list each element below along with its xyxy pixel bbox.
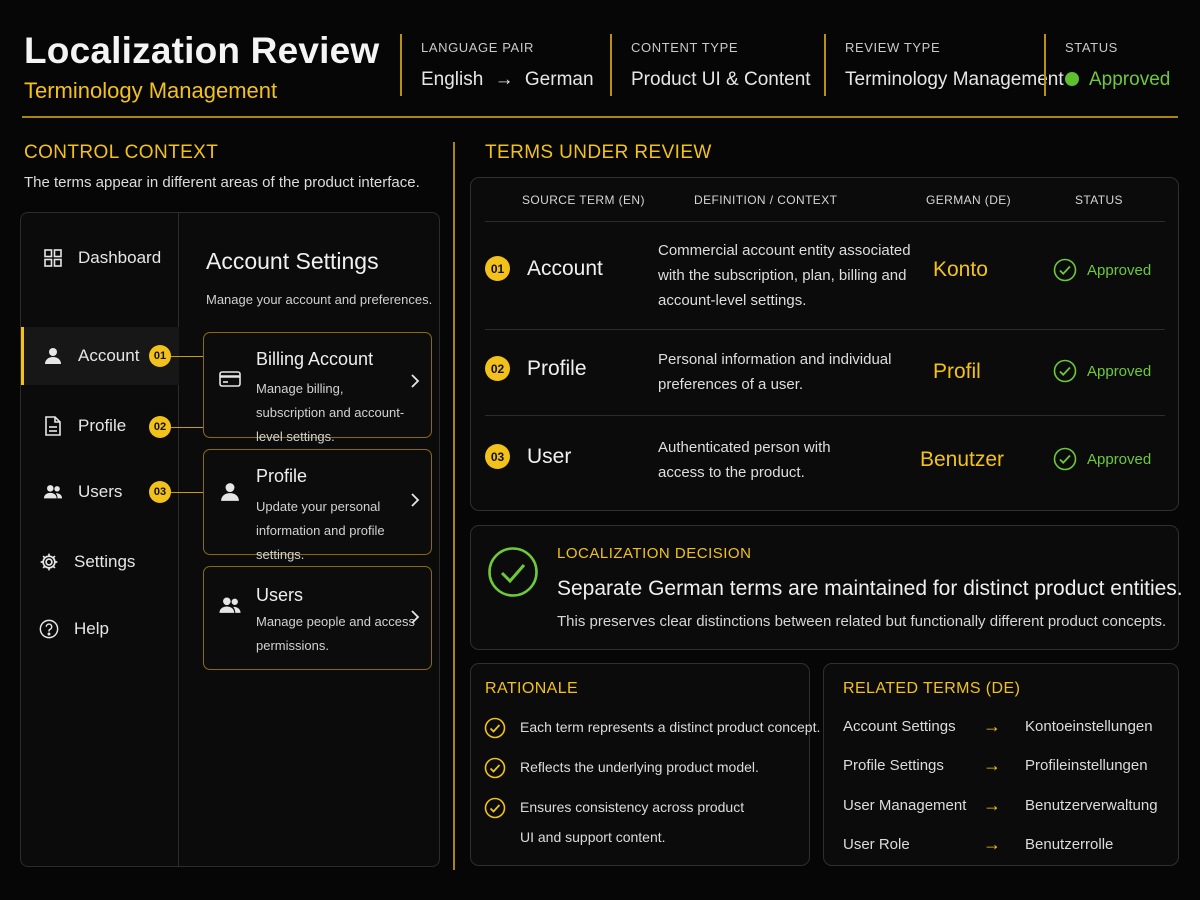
arrow-right-icon: → <box>983 716 1001 736</box>
rationale-text: Ensures consistency across product UI and support content. <box>520 799 745 845</box>
german-term: Benutzer <box>920 448 1005 471</box>
rationale-item <box>484 752 759 782</box>
german-term: Profil <box>933 360 981 383</box>
status-text: Approved <box>1087 450 1152 468</box>
column-header-source: SOURCE TERM (EN) <box>522 193 645 207</box>
rationale-item <box>484 792 784 852</box>
card-users[interactable] <box>203 566 432 670</box>
term-number-badge: 03 <box>485 444 510 469</box>
rationale-item <box>484 712 820 742</box>
user-icon <box>43 346 63 366</box>
check-circle-icon <box>484 797 506 819</box>
rationale-text: Each term represents a distinct product concept. <box>520 719 821 735</box>
rationale-title: RATIONALE <box>485 680 579 697</box>
term-definition: Authenticated person with access to the product. <box>658 439 831 481</box>
chevron-right-icon <box>409 609 421 625</box>
header-divider <box>22 116 1178 118</box>
column-divider <box>453 142 455 870</box>
check-circle-icon <box>484 717 506 739</box>
status-badge <box>1053 447 1151 471</box>
grid-icon <box>43 248 63 268</box>
column-header-german: GERMAN (DE) <box>926 193 1012 207</box>
decision-headline: Separate German terms are maintained for distinct product entities. <box>557 577 1183 600</box>
card-title: Billing Account <box>256 349 374 369</box>
credit-card-icon <box>218 367 242 391</box>
row-divider <box>485 415 1165 416</box>
sidebar-item-label: Dashboard <box>78 248 162 267</box>
card-title: Profile <box>256 466 308 486</box>
badge-connector <box>171 492 204 493</box>
source-language: English <box>421 69 484 90</box>
column-header-definition: DEFINITION / CONTEXT <box>694 193 838 207</box>
meta-label: CONTENT TYPE <box>631 40 739 55</box>
check-circle-icon <box>487 546 539 598</box>
check-circle-icon <box>1053 447 1077 471</box>
control-context-subtitle: The terms appear in different areas of the product interface. <box>24 174 420 191</box>
term-definition: Commercial account entity associated with the subscription, plan, billing and account-level settings. <box>658 242 911 309</box>
arrow-right-icon: → <box>983 795 1001 815</box>
decision-detail: This preserves clear distinctions between related but functionally different product concepts. <box>557 613 1167 630</box>
status-badge <box>1053 359 1151 383</box>
page-subtitle: Terminology Management <box>24 78 278 103</box>
meta-review-type <box>824 34 1064 96</box>
meta-label: STATUS <box>1065 40 1118 55</box>
related-terms-title: RELATED TERMS (DE) <box>843 680 1021 697</box>
chevron-right-icon <box>409 492 421 508</box>
help-icon <box>39 619 59 639</box>
term-badge-01: 01 <box>149 345 171 367</box>
meta-content-type <box>610 34 811 96</box>
card-description: Update your personal information and profile settings. <box>256 499 385 562</box>
status-badge <box>1065 69 1170 91</box>
card-description: Manage billing, subscription and account-level settings. <box>256 381 405 444</box>
meta-label: REVIEW TYPE <box>845 40 941 55</box>
german-term: Konto <box>933 258 988 281</box>
meta-value: Product UI & Content <box>631 69 811 90</box>
term-badge-02: 02 <box>149 416 171 438</box>
badge-connector <box>171 427 204 428</box>
sidebar-item-label: Account <box>78 346 140 365</box>
related-term-en: Account Settings <box>843 718 956 735</box>
sidebar-item-label: Profile <box>78 416 127 435</box>
related-term-en: User Role <box>843 836 910 853</box>
document-icon <box>43 416 63 436</box>
card-billing-account[interactable] <box>203 332 432 444</box>
meta-status <box>1044 34 1170 96</box>
card-description: Manage people and access permissions. <box>256 614 416 653</box>
control-context-title: CONTROL CONTEXT <box>24 142 219 163</box>
status-value: Approved <box>1089 69 1171 90</box>
term-badge-03: 03 <box>149 481 171 503</box>
column-header-status: STATUS <box>1075 193 1123 207</box>
target-language: German <box>524 69 594 90</box>
sidebar-item-label: Settings <box>74 552 136 571</box>
rationale-text: Reflects the underlying product model. <box>520 759 759 775</box>
source-term: User <box>527 445 572 468</box>
sidebar-item-help[interactable] <box>17 600 175 658</box>
meta-value <box>421 69 594 91</box>
status-text: Approved <box>1087 261 1152 279</box>
related-term-de: Benutzerrolle <box>1025 836 1114 853</box>
terms-title: TERMS UNDER REVIEW <box>485 142 712 163</box>
account-settings-subtitle: Manage your account and preferences. <box>206 292 433 307</box>
arrow-right-icon: → <box>494 69 514 90</box>
arrow-right-icon: → <box>983 834 1001 854</box>
decision-label: LOCALIZATION DECISION <box>557 545 752 562</box>
related-term-en: Profile Settings <box>843 757 944 774</box>
sidebar-item-settings[interactable] <box>17 533 175 591</box>
row-divider <box>485 221 1165 222</box>
source-term: Account <box>527 257 603 280</box>
check-circle-icon <box>1053 258 1077 282</box>
users-icon <box>218 593 242 617</box>
related-term-de: Kontoeinstellungen <box>1025 718 1153 735</box>
gear-icon <box>39 552 59 572</box>
source-term: Profile <box>527 357 587 380</box>
sidebar-item-dashboard[interactable] <box>21 229 179 287</box>
user-icon <box>218 480 242 504</box>
status-dot-icon <box>1065 72 1079 86</box>
meta-language-pair <box>400 34 594 96</box>
related-term-de: Profileinstellungen <box>1025 757 1148 774</box>
card-profile[interactable] <box>203 449 432 562</box>
term-definition: Personal information and individual preferences of a user. <box>658 351 892 393</box>
chevron-right-icon <box>409 373 421 389</box>
page-title: Localization Review <box>24 30 380 71</box>
meta-label: LANGUAGE PAIR <box>421 40 535 55</box>
badge-connector <box>171 356 204 357</box>
related-term-en: User Management <box>843 797 967 814</box>
account-settings-title: Account Settings <box>206 248 379 274</box>
meta-value: Terminology Management <box>845 69 1064 90</box>
status-badge <box>1053 258 1151 282</box>
row-divider <box>485 329 1165 330</box>
users-icon <box>43 482 63 502</box>
term-number-badge: 02 <box>485 356 510 381</box>
check-circle-icon <box>484 757 506 779</box>
status-text: Approved <box>1087 362 1152 380</box>
related-term-de: Benutzerverwaltung <box>1025 797 1158 814</box>
term-number-badge: 01 <box>485 256 510 281</box>
check-circle-icon <box>1053 359 1077 383</box>
sidebar-item-label: Help <box>74 619 109 638</box>
sidebar-item-label: Users <box>78 482 123 501</box>
arrow-right-icon: → <box>983 755 1001 775</box>
card-title: Users <box>256 585 304 605</box>
